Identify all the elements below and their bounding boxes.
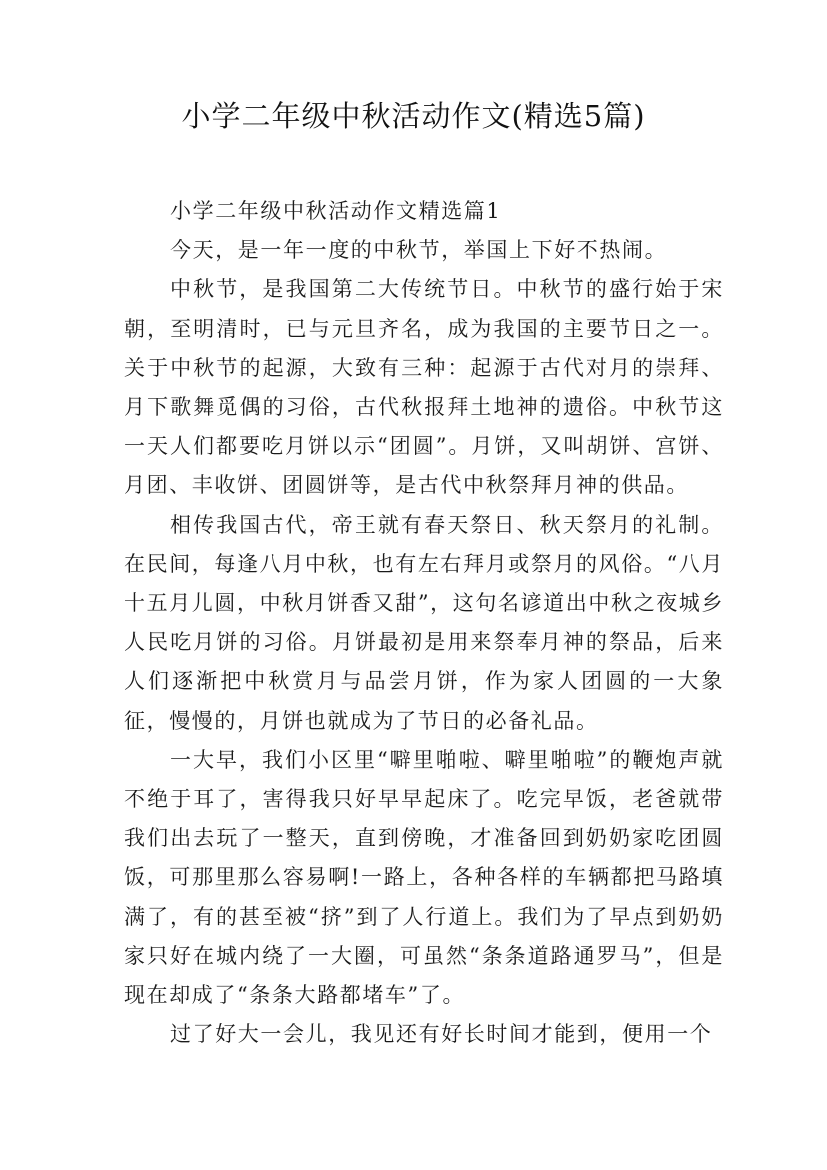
section-heading: 小学二年级中秋活动作文精选篇1 xyxy=(170,199,502,223)
document-title: 小学二年级中秋活动作文(精选5篇) xyxy=(181,99,646,133)
paragraph-2: 中秋节，是我国第二大传统节日。中秋节的盛行始于宋朝，至明清时，已与元旦齐名，成为我国的主要节日之一。关于中秋节的起源，大致有三种：起源于古代对月的崇拜、月下歌舞觅偶的习俗，古代秋报拜土地神的遗俗。中秋节这一天人们都要吃月饼以示“团圆”。月饼，又叫胡饼、宫饼、月团、丰收饼、团圆饼等，是古代中秋祭拜月神的供品。 xyxy=(124,277,724,498)
document-body xyxy=(124,192,724,1054)
paragraph-1: 今天，是一年一度的中秋节，举国上下好不热闹。 xyxy=(170,238,668,263)
paragraph-3: 相传我国古代，帝王就有春天祭日、秋天祭月的礼制。在民间，每逢八月中秋，也有左右拜月或祭月的风俗。“八月十五月儿圆，中秋月饼香又甜”，这句名谚道出中秋之夜城乡人民吃月饼的习俗。月饼最初是用来祭奉月神的祭品，后来人们逐渐把中秋赏月与品尝月饼，作为家人团圆的一大象征，慢慢的，月饼也就成为了节日的必备礼品。 xyxy=(124,512,724,733)
paragraph-5: 过了好大一会儿，我见还有好长时间才能到，便用一个 xyxy=(170,1022,713,1047)
paragraph-4: 一大早，我们小区里“噼里啪啦、噼里啪啦”的鞭炮声就不绝于耳了，害得我只好早早起床了。吃完早饭，老爸就带我们出去玩了一整天，直到傍晚，才准备回到奶奶家吃团圆饭，可那里那么容易啊!一路上，各种各样的车辆都把马路填满了，有的甚至被“挤”到了人行道上。我们为了早点到奶奶家只好在城内绕了一大圈，可虽然“条条道路通罗马”，但是现在却成了“条条大路都堵车”了。 xyxy=(124,747,724,1008)
